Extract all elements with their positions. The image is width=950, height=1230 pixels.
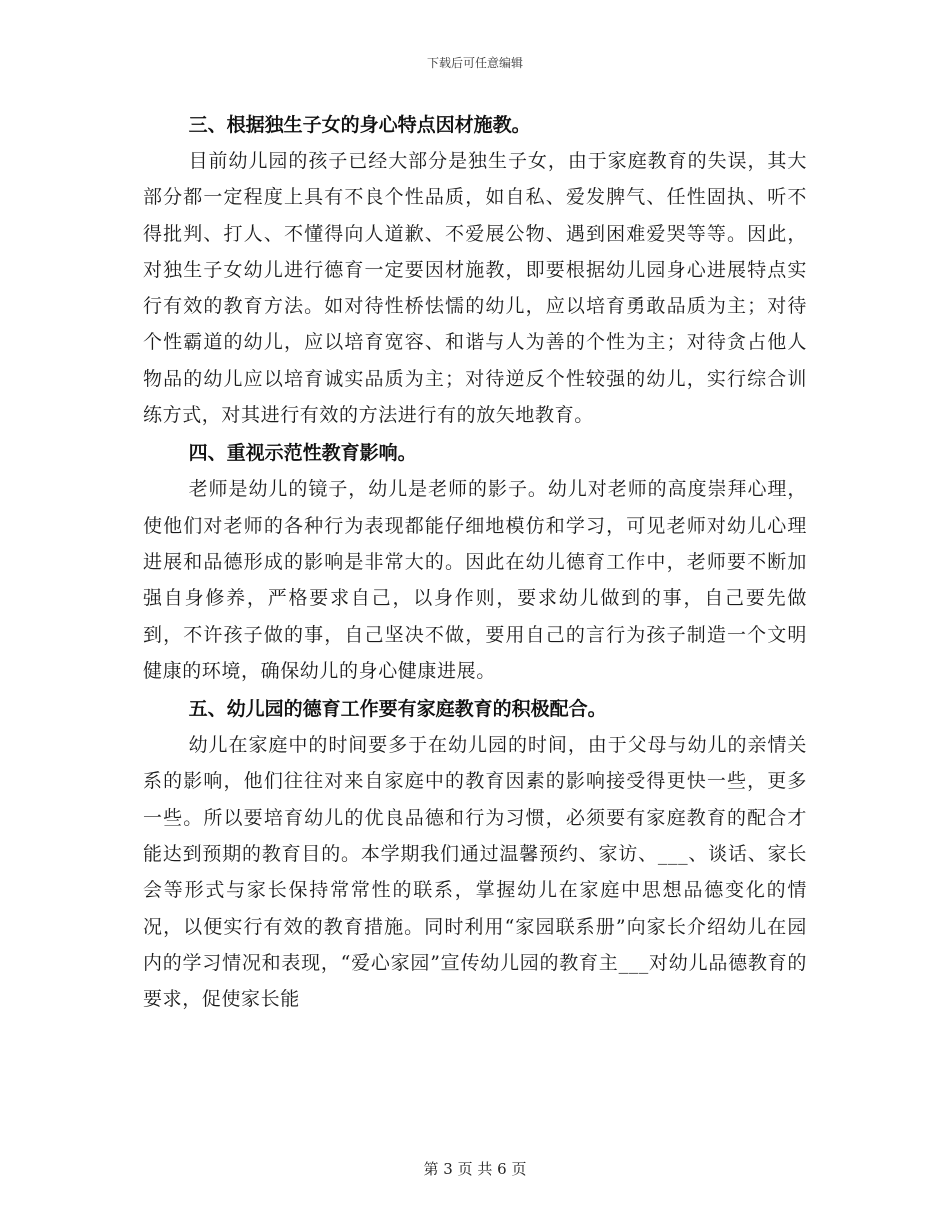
page-header-note: 下载后可任意编辑 — [426, 56, 523, 70]
section-4 — [143, 435, 807, 689]
section-3 — [143, 107, 807, 433]
section-paragraph: 幼儿在家庭中的时间要多于在幼儿园的时间，由于父母与幼儿的亲情关系的影响，他们往往对来自家庭中的教育因素的影响接受得更快一些，更多一些。所以要培育幼儿的优良品德和行为习惯，必须要有家庭教育的配合才能达到预期的教育目的。本学期我们通过温馨预约、家访、___、谈话、家长会等形式与家长保持常常性的联系，掌握幼儿在家庭中思想品德变化的情况，以便实行有效的教育措施。同时利用“家园联系册”向家长介绍幼儿在园内的学习情况和表现，“爱心家园”宣传幼儿园的教育主___对幼儿品德教育的要求，促使家长能 — [143, 734, 807, 1011]
section-5 — [143, 691, 807, 1017]
document-body — [143, 107, 807, 1018]
section-heading: 五、幼儿园的德育工作要有家庭教育的积极配合。 — [188, 698, 607, 721]
section-paragraph: 目前幼儿园的孩子已经大部分是独生子女，由于家庭教育的失误，其大部分都一定程度上具有不良个性品质，如自私、爱发脾气、任性固执、听不得批判、打人、不懂得向人道歉、不爱展公物、遇到困难爱哭等等。因此，对独生子女幼儿进行德育一定要因材施教，即要根据幼儿园身心进展特点实行有效的教育方法。如对待性桥怯懦的幼儿，应以培育勇敢品质为主；对待个性霸道的幼儿，应以培育宽容、和谐与人为善的个性为主；对待贪占他人物品的幼儿应以培育诚实品质为主；对待逆反个性较强的幼儿，实行综合训练方式，对其进行有效的方法进行有的放矢地教育。 — [143, 150, 807, 427]
section-heading: 三、根据独生子女的身心特点因材施教。 — [188, 114, 531, 136]
section-paragraph: 老师是幼儿的镜子，幼儿是老师的影子。幼儿对老师的高度崇拜心理，使他们对老师的各种行为表现都能仔细地模仿和学习，可见老师对幼儿心理进展和品德形成的影响是非常大的。因此在幼儿德育工作中，老师要不断加强自身修养，严格要求自己，以身作则，要求幼儿做到的事，自己要先做到，不许孩子做的事，自己坚决不做，要用自己的言行为孩子制造一个文明健康的环境，确保幼儿的身心健康进展。 — [143, 478, 807, 682]
page-number: 第 3 页 共 6 页 — [423, 1160, 527, 1178]
section-heading: 四、重视示范性教育影响。 — [188, 442, 417, 465]
